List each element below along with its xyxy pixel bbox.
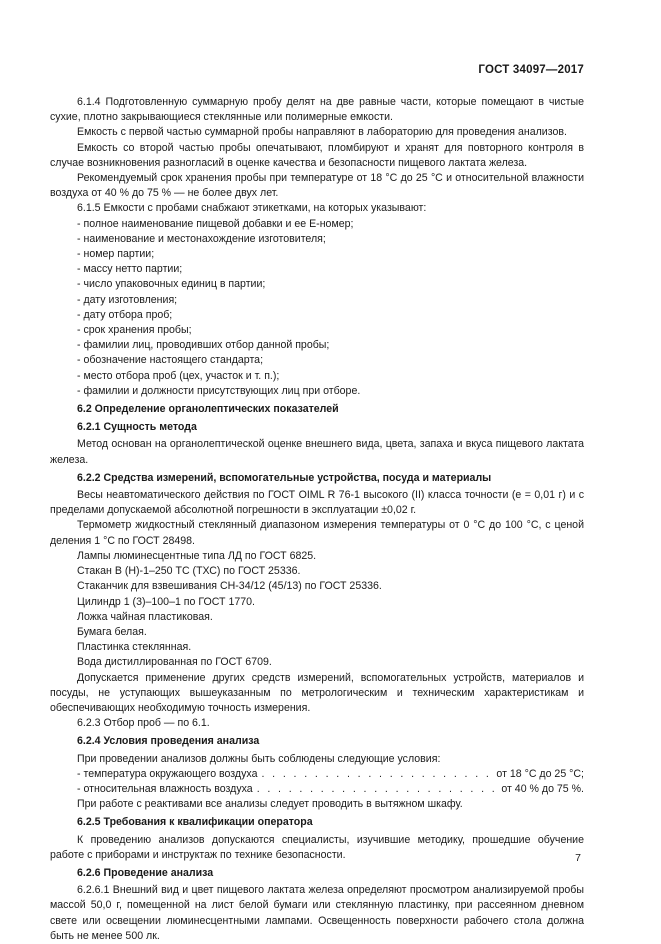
paragraph: К проведению анализов допускаются специалисты, изучившие методику, прошедшие обучение работе с приборами и инструктаж по технике безопасности. [50,833,584,861]
equipment-item: Вода дистиллированная по ГОСТ 6709. [77,656,272,669]
leader-dots [257,782,498,797]
section-heading-6-2: 6.2 Определение органолептических показателей [77,403,339,416]
subsection-heading-6-2-6: 6.2.6 Проведение анализа [77,866,214,879]
list-item: - полное наименование пищевой добавки и ее Е-номер; [77,217,354,230]
condition-value: от 40 % до 75 %. [501,782,584,795]
document-body [50,95,584,944]
paragraph: Допускается применение других средств измерений, вспомогательных устройств, материалов и посуды, не уступающих вышеуказанным по метрологическим и техническим характеристикам и обеспечивающих необходимую точность измерения. [50,671,584,714]
list-item: - обозначение настоящего стандарта; [77,354,264,367]
subsection-heading-6-2-2: 6.2.2 Средства измерений, вспомогательные устройства, посуда и материалы [77,471,492,484]
paragraph-6-2-3: 6.2.3 Отбор проб — по 6.1. [77,717,210,730]
list-item: - место отбора проб (цех, участок и т. п.); [77,369,280,382]
list-item: - число упаковочных единиц в партии; [77,278,266,291]
paragraph: Емкость с первой частью суммарной пробы направляют в лабораторию для проведения анализов. [77,126,567,139]
subsection-heading-6-2-5: 6.2.5 Требования к квалификации оператора [77,816,313,829]
paragraph: Емкость со второй частью пробы опечатывают, пломбируют и хранят для повторного контроля в случае возникновения разногласий в оценке качества и безопасности пищевого лактата железа. [50,141,584,169]
list-item: - номер партии; [77,248,155,261]
list-item: - массу нетто партии; [77,263,183,276]
paragraph: Рекомендуемый срок хранения пробы при температуре от 18 °С до 25 °С и относительной влажности воздуха от 40 % до 75 % — не более двух лет. [50,172,584,200]
equipment-item: Стаканчик для взвешивания СН-34/12 (45/13) по ГОСТ 25336. [77,580,382,593]
list-item: - фамилии и должности присутствующих лиц при отборе. [77,384,361,397]
equipment-item: Стакан В (Н)-1–250 ТС (ТХС) по ГОСТ 25336. [77,565,301,578]
paragraph-6-2-6-1: 6.2.6.1 Внешний вид и цвет пищевого лактата железа определяют просмотром анализируемой пробы массой 50,0 г, помещенной на лист белой бумаги или стеклянную пластинку, при рассеянном дневном свете или освещении люминесцентными лампами. Освещенность поверхности рабочего стола должна быть не менее 500 лк. [50,884,584,942]
list-item: - срок хранения пробы; [77,324,192,337]
list-item: - дату изготовления; [77,293,178,306]
equipment-item: Бумага белая. [77,625,147,638]
condition-temperature [50,767,584,782]
list-item: - наименование и местонахождение изготовителя; [77,232,326,245]
equipment-item: Весы неавтоматического действия по ГОСТ OIML R 76-1 высокого (II) класса точности (е = 0,01 г) и с пределами допускаемой абсолютной погрешности в эксплуатации ±0,02 г. [50,489,584,517]
paragraph-6-1-5: 6.1.5 Емкости с пробами снабжают этикетками, на которых указывают: [77,202,427,215]
equipment-item: Термометр жидкостный стеклянный диапазоном измерения температуры от 0 °С до 100 °С, с ценой деления 1 °С по ГОСТ 28498. [50,519,584,547]
page-number: 7 [575,852,581,864]
condition-label: - относительная влажность воздуха [77,782,253,795]
subsection-heading-6-2-1: 6.2.1 Сущность метода [77,421,197,434]
leader-dots [261,767,492,782]
list-item: - фамилии лиц, проводивших отбор данной пробы; [77,339,330,352]
condition-humidity [50,782,584,797]
equipment-item: Пластинка стеклянная. [77,641,192,654]
paragraph: Метод основан на органолептической оценке внешнего вида, цвета, запаха и вкуса пищевого лактата железа. [50,438,584,466]
equipment-item: Лампы люминесцентные типа ЛД по ГОСТ 6825. [77,549,317,562]
condition-value: от 18 °С до 25 °С; [496,767,584,780]
subsection-heading-6-2-4: 6.2.4 Условия проведения анализа [77,735,260,748]
paragraph: При работе с реактивами все анализы следует проводить в вытяжном шкафу. [77,798,463,811]
list-item: - дату отбора проб; [77,308,173,321]
paragraph-6-1-4: 6.1.4 Подготовленную суммарную пробу делят на две равные части, которые помещают в чистые сухие, плотно закрывающиеся стеклянные или полимерные емкости. [50,96,584,124]
equipment-item: Ложка чайная пластиковая. [77,610,213,623]
equipment-item: Цилиндр 1 (3)–100–1 по ГОСТ 1770. [77,595,255,608]
condition-label: - температура окружающего воздуха [77,767,258,780]
standard-designation: ГОСТ 34097—2017 [478,64,584,76]
paragraph: При проведении анализов должны быть соблюдены следующие условия: [77,752,441,765]
